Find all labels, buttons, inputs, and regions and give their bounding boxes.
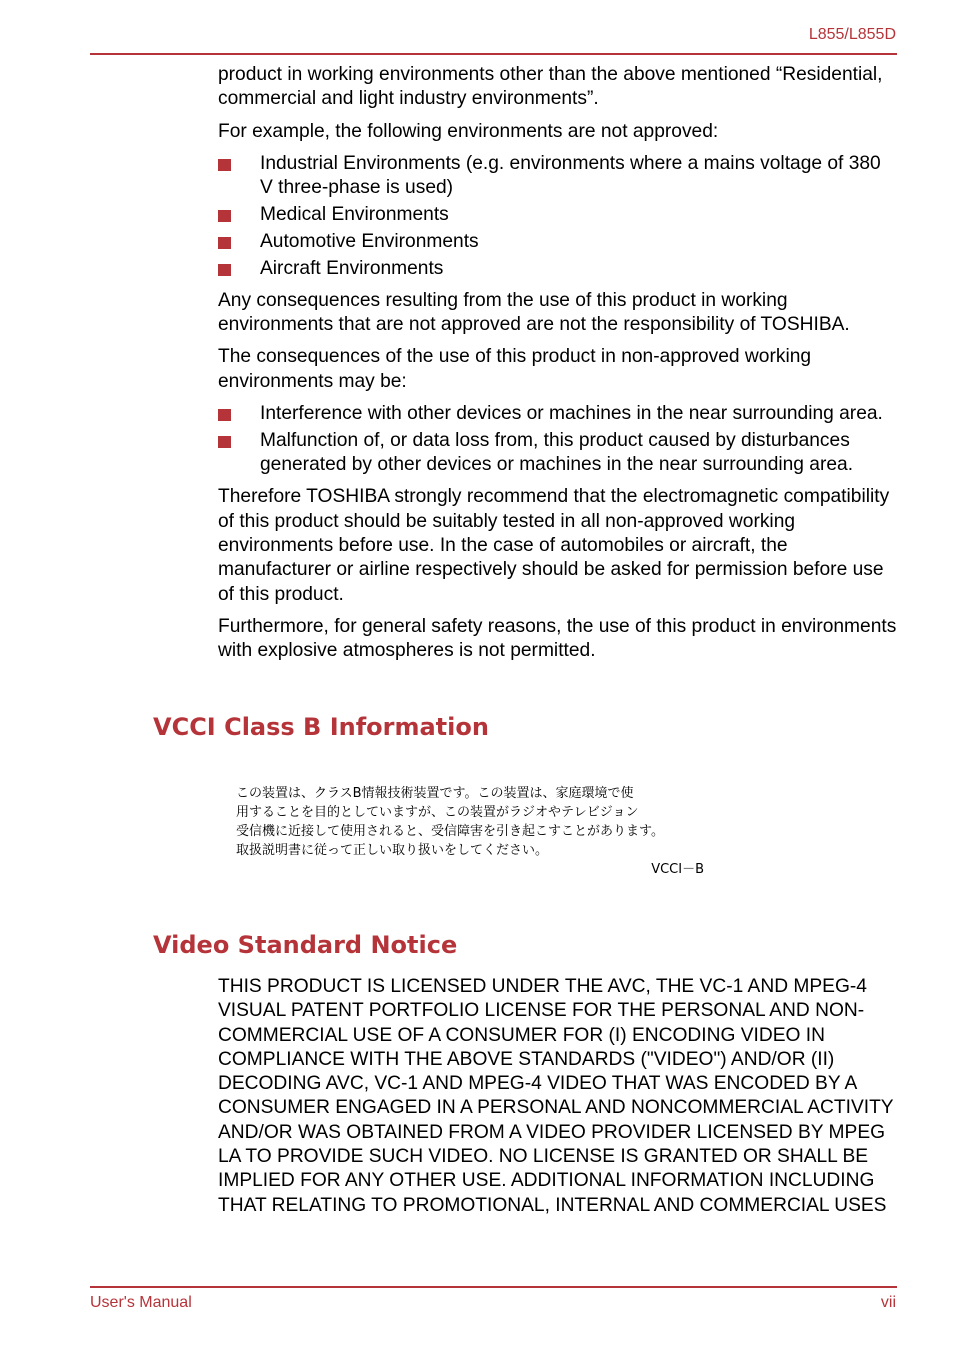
- closing-paragraph-1: Therefore TOSHIBA strongly recommend that the electromagnetic compatibility of this product should be suitably tested in all non-approved working environments before use. In the case of automobiles or aircraft, the manufacturer or airline respectively should be asked for permission before use of this product.: [218, 486, 890, 605]
- list-item: [218, 402, 898, 426]
- intro-paragraph-1: product in working environments other than the above mentioned “Residential, commercial and light industry environments”.: [218, 64, 883, 110]
- consequences-paragraph-1: Any consequences resulting from the use of this product in working environments that are not approved are not the responsibility of TOSHIBA.: [218, 289, 850, 336]
- vcci-class-mark: VCCI－B: [651, 862, 704, 877]
- bullet-square-icon: [218, 264, 231, 276]
- footer-page-number: vii: [880, 1294, 896, 1311]
- not-approved-list: [218, 152, 898, 281]
- vcci-section-heading: VCCI Class B Information: [153, 713, 489, 741]
- video-notice-body: THIS PRODUCT IS LICENSED UNDER THE AVC, THE VC-1 AND MPEG-4 VISUAL PATENT PORTFOLIO LICENSE FOR THE PERSONAL AND NON-COMMERCIAL USE OF A CONSUMER FOR (I) ENCODING VIDEO IN COMPLIANCE WITH THE ABOVE STANDARDS ("VIDEO") AND/OR (II) DECODING AVC, VC-1 AND MPEG-4 VIDEO THAT WAS ENCODED BY A CONSUMER ENGAGED IN A PERSONAL AND NONCOMMERCIAL ACTIVITY AND/OR WAS OBTAINED FROM A VIDEO PROVIDER LICENSED BY MPEG LA TO PROVIDE SUCH VIDEO. NO LICENSE IS GRANTED OR SHALL BE IMPLIED FOR ANY OTHER USE. ADDITIONAL INFORMATION INCLUDING THAT RELATING TO PROMOTIONAL, INTERNAL AND COMMERCIAL USES: [218, 976, 894, 1216]
- list-item: [218, 203, 898, 227]
- vcci-notice-line: 取扱説明書に従って正しい取り扱いをしてください。: [236, 843, 549, 858]
- bullet-square-icon: [218, 436, 231, 448]
- bullet-square-icon: [218, 159, 231, 171]
- bullet-square-icon: [218, 210, 231, 222]
- video-section-heading: Video Standard Notice: [153, 931, 458, 959]
- list-item-text: Automotive Environments: [260, 230, 479, 252]
- footer-rule: [90, 1286, 897, 1288]
- list-item-text: Medical Environments: [260, 203, 449, 225]
- vcci-notice-line: 受信機に近接して使用されると、受信障害を引き起こすことがあります。: [236, 824, 664, 839]
- bullet-square-icon: [218, 409, 231, 421]
- closing-paragraph-2: Furthermore, for general safety reasons, the use of this product in environments with explosive atmospheres is not permitted.: [218, 615, 897, 662]
- list-item: [218, 152, 898, 201]
- vcci-japanese-notice: [236, 784, 716, 879]
- intro-paragraph-2: For example, the following environments are not approved:: [218, 120, 719, 142]
- vcci-notice-line: この装置は、クラスB情報技術装置です。この装置は、家庭環境で使: [236, 786, 634, 801]
- list-item-text: Malfunction of, or data loss from, this product caused by disturbances generated by other devices or machines in the near surrounding area.: [260, 429, 854, 476]
- list-item: [218, 429, 898, 478]
- list-item-text: Industrial Environments (e.g. environments where a mains voltage of 380 V three-phase is used): [260, 152, 881, 199]
- consequences-paragraph-2: The consequences of the use of this product in non-approved working environments may be:: [218, 346, 812, 392]
- header-rule: [90, 53, 897, 55]
- list-item: [218, 257, 898, 281]
- vcci-notice-line: 用することを目的としていますが、この装置がラジオやテレビジョン: [236, 805, 639, 820]
- footer-manual-title: User's Manual: [90, 1294, 192, 1311]
- main-content: [218, 63, 898, 672]
- list-item-text: Aircraft Environments: [260, 257, 444, 279]
- list-item: [218, 230, 898, 254]
- consequences-list: [218, 402, 898, 477]
- bullet-square-icon: [218, 237, 231, 249]
- list-item-text: Interference with other devices or machines in the near surrounding area.: [260, 403, 883, 425]
- header-model-number: L855/L855D: [808, 26, 896, 43]
